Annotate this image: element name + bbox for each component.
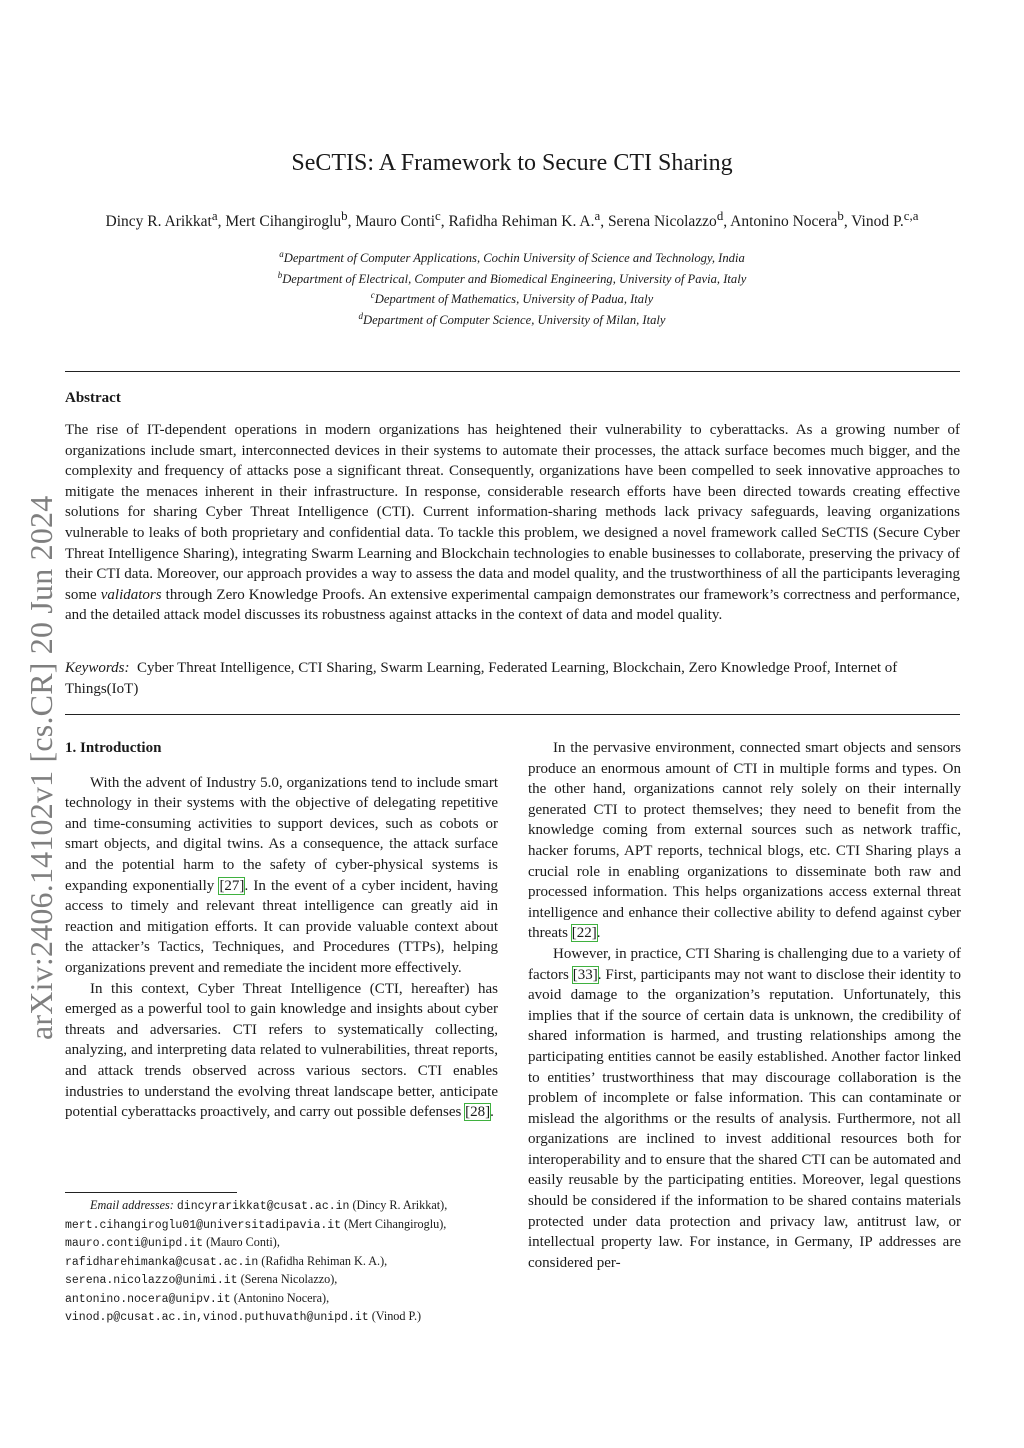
affiliations bbox=[0, 246, 1024, 328]
paragraph: With the advent of Industry 5.0, organizations tend to include smart technology in their systems with the objective of delegating repetitive and time-consuming activities to support devices, such as cobots or smart objects, and digital twins. As a consequence, the attack surface and the potential harm to the safety of cyber-physical systems is expanding exponentially [27]. In the event of a cyber incident, having access to timely and relevant threat intelligence can greatly aid in reaction and mitigation efforts. It can provide valuable context about the attacker’s Tactics, Techniques, and Procedures (TTPs), helping organizations prevent and remediate the incident more effectively. bbox=[65, 774, 498, 976]
affiliation: $^d$Department of Computer Science, University of Milan, Italy bbox=[358, 310, 666, 327]
footnote-label: Email addresses: bbox=[90, 1198, 174, 1212]
email-link[interactable]: antonino.nocera@unipv.it bbox=[65, 1292, 231, 1306]
affiliation: $^c$Department of Mathematics, University of Padua, Italy bbox=[370, 290, 654, 307]
affiliation: $^a$Department of Computer Applications, Cochin University of Science and Technology, India bbox=[279, 249, 745, 266]
author: Vinod P.$^{c,a}$ bbox=[851, 208, 919, 231]
paragraph: In this context, Cyber Threat Intelligence (CTI, hereafter) has emerged as a powerful tool to gain knowledge and insights about cyber threats and adversaries. CTI refers to systematically collecting, analyzing, and interpreting data related to vulnerabilities, threat reports, and attack trends observed across various sectors. CTI enables industries to understand the evolving threat landscape better, anticipate potential cyberattacks proactively, and carry out possible defenses [28]. bbox=[65, 980, 498, 1121]
paragraph: In the pervasive environment, connected smart objects and sensors produce an enormous amount of CTI in multiple forms and types. On the other hand, organizations cannot rely solely on their internally generated CTI to protect themselves; they need to benefit from the knowledge coming from external sources such as network traffic, hacker forums, APT reports, technical blogs, etc. CTI Sharing plays a crucial role in enabling organizations to disseminate both raw and processed information. This helps organizations access external threat intelligence and enhance their collective ability to defend against cyber threats [22]. bbox=[528, 740, 961, 942]
footnote: Email addresses: dincyrarikkat@cusat.ac.in (Dincy R. Arikkat), mert.cihangiroglu01@universitadipavia.it (Mert Cihangiroglu), mauro.conti@unipd.it (Mauro Conti), rafidharehimanka@cusat.ac.in (Rafidha Rehiman K. A.), serena.nicolazzo@unimi.it (Serena Nicolazzo), antonino.nocera@unipv.it (Antonino Nocera), vinod.p@cusat.ac.in,vinod.puthuvath@unipd.it (Vinod P.) bbox=[65, 1198, 448, 1324]
email-link[interactable]: mert.cihangiroglu01@universitadipavia.it bbox=[65, 1218, 342, 1232]
author: Mauro Conti$^c$ bbox=[355, 208, 441, 231]
email-link[interactable]: mauro.conti@unipd.it bbox=[65, 1237, 204, 1250]
author: Antonino Nocera$^b$ bbox=[730, 208, 844, 231]
author: Mert Cihangiroglu$^b$ bbox=[225, 208, 348, 231]
top-divider bbox=[65, 371, 960, 372]
keywords-label: Keywords: bbox=[65, 660, 130, 676]
email-link[interactable]: serena.nicolazzo@unimi.it bbox=[65, 1274, 238, 1287]
bottom-divider bbox=[65, 714, 960, 715]
left-column bbox=[65, 738, 498, 1123]
email-link[interactable]: vinod.p@cusat.ac.in,vinod.puthuvath@unipd.it bbox=[65, 1311, 369, 1324]
paper-title: SeCTIS: A Framework to Secure CTI Sharing bbox=[291, 150, 733, 176]
citation-link[interactable]: [27] bbox=[219, 877, 245, 894]
author: Rafidha Rehiman K. A.$^a$ bbox=[448, 208, 601, 231]
author-list: Dincy R. Arikkat$^a$, Mert Cihangiroglu$^b$, Mauro Conti$^c$, Rafidha Rehiman K. A.$^a$, Serena Nicolazzo$^d$, Antonino Nocera$^b$, Vinod P.$^{c,a}$ bbox=[105, 208, 919, 231]
section-heading: 1. Introduction bbox=[65, 740, 162, 756]
author: Dincy R. Arikkat$^a$ bbox=[105, 208, 218, 231]
affiliation: $^b$Department of Electrical, Computer and Biomedical Engineering, University of Pavia, Italy bbox=[277, 269, 747, 286]
keywords-text: Cyber Threat Intelligence, CTI Sharing, Swarm Learning, Federated Learning, Blockchain, Zero Knowledge Proof, Internet of Things(IoT) bbox=[65, 660, 898, 697]
email-link[interactable]: dincyrarikkat@cusat.ac.in bbox=[176, 1200, 350, 1213]
email-link[interactable]: rafidharehimanka@cusat.ac.in bbox=[65, 1255, 259, 1269]
author: Serena Nicolazzo$^d$ bbox=[607, 208, 724, 231]
paragraph: However, in practice, CTI Sharing is challenging due to a variety of factors [33]. First, participants may not want to disclose their identity to avoid damage to the organization’s reputation. Unfortunately, this implies that if the source of certain data is unknown, the credibility of shared information is harmed, and trusting relationships among the participating entities cannot be easily established. Another factor linked to entities’ trustworthiness that may discourage collaboration is the problem of incomplete or false information. This can contaminate or mislead the algorithms or the results of analysis. Furthermore, not all organizations are inclined to invest additional resources both for interoperability and to ensure that the shared CTI can be automated and easily reusable by the participating entities. Moreover, legal questions should be considered if the information to be shared contains materials protected under data protection and privacy law, antitrust law, or intellectual property law. For instance, in Germany, IP addresses are considered per- bbox=[528, 945, 961, 1271]
citation-link[interactable]: [22] bbox=[571, 925, 597, 942]
abstract-body: The rise of IT-dependent operations in modern organizations has heightened their vulnerability to cyberattacks. As a growing number of organizations include smart, interconnected devices in their systems to automate their processes, the attack surface becomes much bigger, and the complexity and frequency of attacks pose a significant threat. Consequently, organizations have been compelled to seek innovative approaches to mitigate the menaces inherent in their infrastructure. In response, considerable research efforts have been directed towards creating effective solutions for sharing Cyber Threat Intelligence (CTI). Current information-sharing methods lack privacy safeguards, leaving organizations vulnerable to leaks of both proprietary and confidential data. To tackle this problem, we designed a novel framework called SeCTIS (Secure Cyber Threat Intelligence Sharing), integrating Swarm Learning and Blockchain technologies to enable businesses to collaborate, preserving the privacy of their CTI data. Moreover, our approach provides a way to assess the data and model quality, and the trustworthiness of all the participants leveraging some validators through Zero Knowledge Proofs. An extensive experimental campaign demonstrates our framework’s correctness and performance, and the detailed attack model discusses its robustness against attacks in the context of data and model quality. bbox=[65, 422, 961, 624]
footnote-divider bbox=[65, 1192, 237, 1193]
citation-link[interactable]: [28] bbox=[465, 1104, 491, 1121]
citation-link[interactable]: [33] bbox=[572, 966, 598, 983]
right-column bbox=[528, 738, 961, 1273]
abstract-heading: Abstract bbox=[65, 390, 121, 406]
keywords bbox=[65, 658, 960, 699]
arxiv-stamp: arXiv:2406.14102v1 [cs.CR] 20 Jun 2024 bbox=[23, 495, 59, 1040]
